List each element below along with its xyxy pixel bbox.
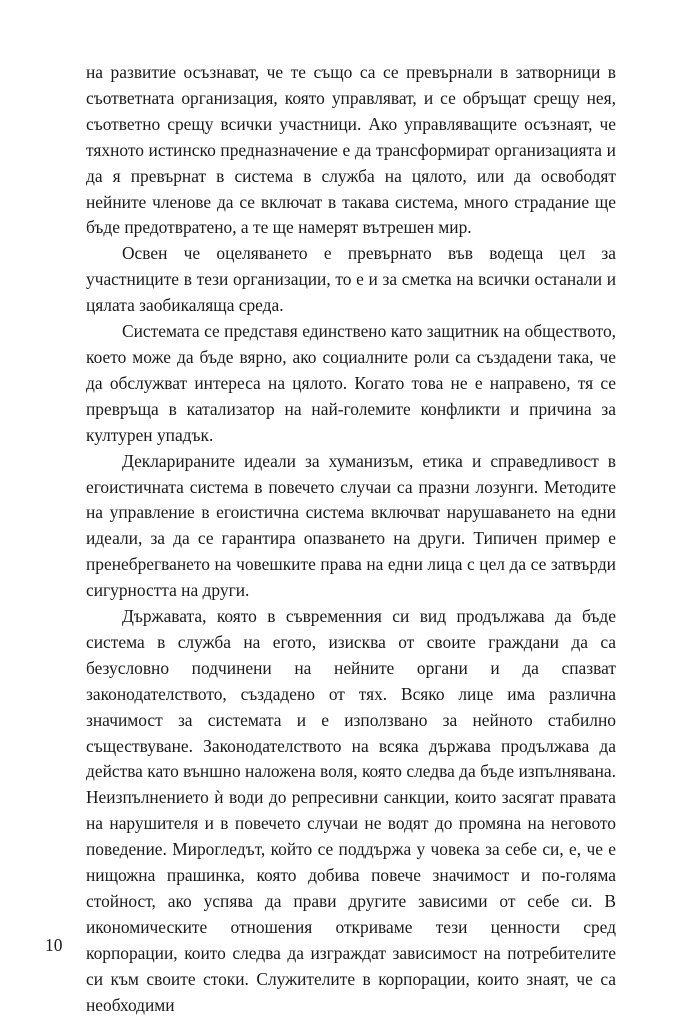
paragraph-1: на развитие осъзнават, че те също са се превърнали в затворници в съответната организация, която управляват, и се обръщат срещу нея, съответно срещу всички участници. Ако управляващите осъзнаят, че тяхното истинско предназначение е да трансформират организацията и да я превърнат в система в служба на цялото, или да освободят нейните членове да се включат в такава система, много страдание ще бъде предотвратено, а те ще намерят вътрешен мир. bbox=[86, 62, 616, 238]
paragraph-5: Държавата, която в съвременния си вид продължава да бъде система в служба на егото, изисква от своите граждани да са безусловно подчинени на нейните органи и да спазват законодателството, създадено от тях. Всяко лице има различна значимост за системата и е използвано за нейното стабилно съществуване. Законодателството на всяка държава продължава да действа като външно наложена воля, която следва да бъде изпълнявана. Неизпълнението ѝ води до репресивни санкции, които засягат правата на нарушителя и в повечето случаи не водят до промяна на неговото поведение. Мирогледът, който се поддържа у човека за себе си, е, че е нищожна прашинка, която добива повече значимост и по-голяма стойност, ако успява да прави другите зависими от себе си. В икономическите отношения откриваме тези ценности сред корпорации, които следва да изграждат зависимост на потребителите си към своите стоки. Служителите в корпорации, които знаят, че са необходими bbox=[86, 606, 616, 1015]
paragraph-4: Декларираните идеали за хуманизъм, етика и справедливост в егоистичната система в повечето случаи са празни лозунги. Методите на управление в егоистична система включват нарушаването на едни идеали, за да се гарантира опазването на други. Типичен пример е пренебрегването на човешките права на едни лица с цел да се затвърди сигурността на други. bbox=[86, 450, 616, 601]
paragraph-3: Системата се представя единствено като защитник на обществото, което може да бъде вярно, ако социалните роли са създадени така, че да обслужват интереса на цялото. Когато това не е направено, тя се превръща в катализатор на най-големите конфликти и причина за културен упадък. bbox=[86, 321, 616, 445]
paragraph-2: Освен че оцеляването е превърнато във водеща цел за участниците в тези организации, то е и за сметка на всички останали и цялата заобикаляща среда. bbox=[86, 243, 616, 316]
body-text bbox=[86, 60, 616, 1019]
page-number: 10 bbox=[45, 935, 63, 955]
